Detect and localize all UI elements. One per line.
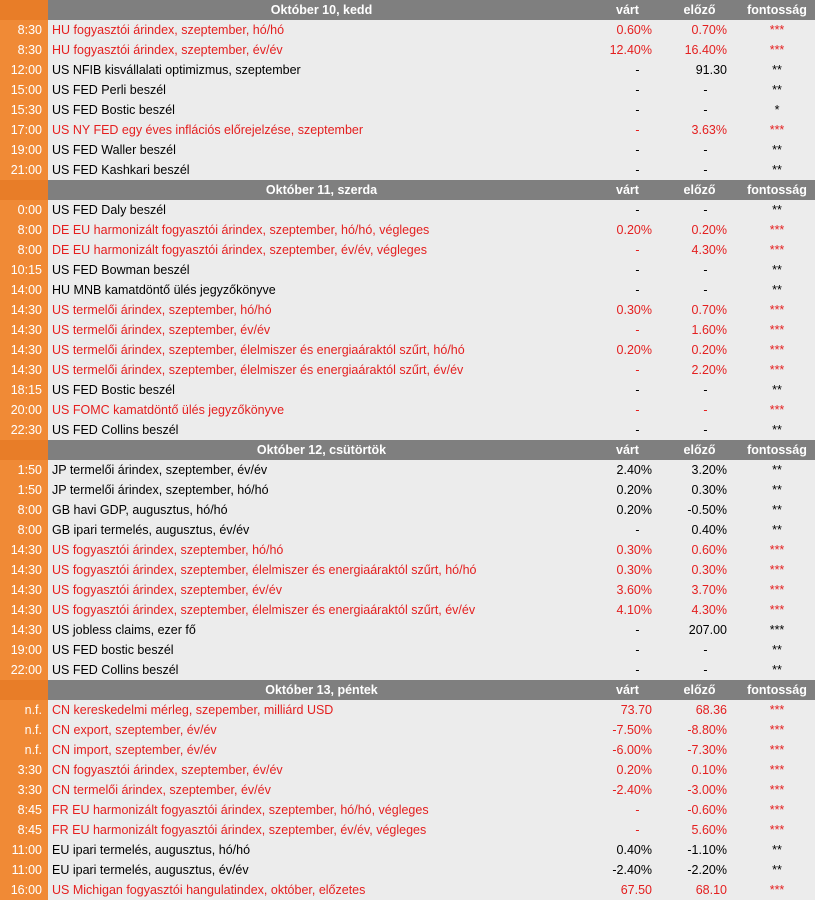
expected-value: - [595, 820, 660, 840]
expected-value: - [595, 320, 660, 340]
event-time: 14:30 [0, 300, 48, 320]
event-name: US FED Bowman beszél [48, 260, 595, 280]
event-name: US FED bostic beszél [48, 640, 595, 660]
expected-value: - [595, 260, 660, 280]
event-name: US FED Collins beszél [48, 420, 595, 440]
column-header-importance: fontosság [739, 0, 815, 20]
event-name: US FED Bostic beszél [48, 380, 595, 400]
day-header-title: Október 10, kedd [48, 0, 595, 20]
importance-rating: ** [739, 500, 815, 520]
expected-value: - [595, 380, 660, 400]
event-row [0, 360, 815, 380]
day-header-title: Október 12, csütörtök [48, 440, 595, 460]
event-time: 18:15 [0, 380, 48, 400]
event-name: CN kereskedelmi mérleg, szepember, milliárd USD [48, 700, 595, 720]
event-name: US FED Waller beszél [48, 140, 595, 160]
event-name: CN import, szeptember, év/év [48, 740, 595, 760]
previous-value: 91.30 [660, 60, 739, 80]
importance-rating: *** [739, 580, 815, 600]
previous-value: 0.60% [660, 540, 739, 560]
column-header-previous: előző [660, 0, 739, 20]
expected-value: 3.60% [595, 580, 660, 600]
event-row [0, 260, 815, 280]
day-header [0, 180, 815, 200]
expected-value: 0.40% [595, 840, 660, 860]
event-name: HU MNB kamatdöntő ülés jegyzőkönyve [48, 280, 595, 300]
column-header-expected: várt [595, 680, 660, 700]
previous-value: -3.00% [660, 780, 739, 800]
importance-rating: *** [739, 560, 815, 580]
event-name: US termelői árindex, szeptember, hó/hó [48, 300, 595, 320]
importance-rating: *** [739, 120, 815, 140]
event-time: 8:30 [0, 40, 48, 60]
previous-value: -0.60% [660, 800, 739, 820]
event-name: US FED Bostic beszél [48, 100, 595, 120]
expected-value: - [595, 140, 660, 160]
event-name: CN fogyasztói árindex, szeptember, év/év [48, 760, 595, 780]
expected-value: 0.20% [595, 760, 660, 780]
importance-rating: *** [739, 220, 815, 240]
event-time: 14:30 [0, 600, 48, 620]
event-row [0, 640, 815, 660]
expected-value: 0.20% [595, 340, 660, 360]
day-header-time-cell [0, 0, 48, 20]
importance-rating: ** [739, 840, 815, 860]
event-name: US fogyasztói árindex, szeptember, élelmiszer és energiaáraktól szűrt, hó/hó [48, 560, 595, 580]
expected-value: - [595, 400, 660, 420]
importance-rating: *** [739, 780, 815, 800]
event-time: 8:00 [0, 520, 48, 540]
previous-value: - [660, 140, 739, 160]
event-name: US termelői árindex, szeptember, élelmiszer és energiaáraktól szűrt, hó/hó [48, 340, 595, 360]
event-row [0, 560, 815, 580]
importance-rating: *** [739, 720, 815, 740]
event-time: 14:00 [0, 280, 48, 300]
event-name: US fogyasztói árindex, szeptember, élelmiszer és energiaáraktól szűrt, év/év [48, 600, 595, 620]
previous-value: 0.70% [660, 20, 739, 40]
event-name: GB havi GDP, augusztus, hó/hó [48, 500, 595, 520]
event-row [0, 60, 815, 80]
event-name: US termelői árindex, szeptember, élelmiszer és energiaáraktól szűrt, év/év [48, 360, 595, 380]
importance-rating: ** [739, 480, 815, 500]
importance-rating: *** [739, 600, 815, 620]
importance-rating: ** [739, 160, 815, 180]
event-time: 14:30 [0, 320, 48, 340]
event-row [0, 700, 815, 720]
event-row [0, 200, 815, 220]
previous-value: 0.30% [660, 560, 739, 580]
previous-value: 1.60% [660, 320, 739, 340]
importance-rating: ** [739, 260, 815, 280]
event-row [0, 500, 815, 520]
event-row [0, 840, 815, 860]
expected-value: - [595, 60, 660, 80]
event-row [0, 300, 815, 320]
previous-value: - [660, 660, 739, 680]
previous-value: 3.20% [660, 460, 739, 480]
event-name: JP termelői árindex, szeptember, hó/hó [48, 480, 595, 500]
event-time: 15:00 [0, 80, 48, 100]
event-row [0, 340, 815, 360]
expected-value: - [595, 620, 660, 640]
importance-rating: *** [739, 620, 815, 640]
event-time: 11:00 [0, 840, 48, 860]
event-name: US FED Daly beszél [48, 200, 595, 220]
event-row [0, 460, 815, 480]
event-row [0, 80, 815, 100]
importance-rating: ** [739, 200, 815, 220]
day-header [0, 680, 815, 700]
day-header-title: Október 13, péntek [48, 680, 595, 700]
previous-value: - [660, 420, 739, 440]
column-header-importance: fontosság [739, 680, 815, 700]
previous-value: -7.30% [660, 740, 739, 760]
importance-rating: ** [739, 80, 815, 100]
event-time: 16:00 [0, 880, 48, 900]
expected-value: -2.40% [595, 780, 660, 800]
day-header-title: Október 11, szerda [48, 180, 595, 200]
expected-value: 4.10% [595, 600, 660, 620]
event-time: 1:50 [0, 460, 48, 480]
column-header-previous: előző [660, 180, 739, 200]
expected-value: - [595, 800, 660, 820]
event-row [0, 400, 815, 420]
event-time: 20:00 [0, 400, 48, 420]
event-row [0, 740, 815, 760]
event-row [0, 100, 815, 120]
event-time: 8:00 [0, 500, 48, 520]
day-header [0, 440, 815, 460]
column-header-expected: várt [595, 440, 660, 460]
importance-rating: * [739, 100, 815, 120]
event-time: 15:30 [0, 100, 48, 120]
event-time: 3:30 [0, 780, 48, 800]
event-name: US termelői árindex, szeptember, év/év [48, 320, 595, 340]
importance-rating: ** [739, 460, 815, 480]
previous-value: -1.10% [660, 840, 739, 860]
event-row [0, 480, 815, 500]
event-row [0, 160, 815, 180]
expected-value: - [595, 80, 660, 100]
previous-value: 4.30% [660, 240, 739, 260]
event-row [0, 420, 815, 440]
event-row [0, 860, 815, 880]
event-time: 19:00 [0, 640, 48, 660]
importance-rating: ** [739, 520, 815, 540]
event-time: 14:30 [0, 360, 48, 380]
expected-value: - [595, 120, 660, 140]
previous-value: 16.40% [660, 40, 739, 60]
event-time: 8:45 [0, 800, 48, 820]
event-row [0, 720, 815, 740]
event-row [0, 620, 815, 640]
event-row [0, 240, 815, 260]
expected-value: - [595, 280, 660, 300]
previous-value: - [660, 200, 739, 220]
importance-rating: *** [739, 240, 815, 260]
importance-rating: *** [739, 20, 815, 40]
event-row [0, 280, 815, 300]
column-header-importance: fontosság [739, 180, 815, 200]
importance-rating: ** [739, 60, 815, 80]
importance-rating: *** [739, 800, 815, 820]
event-name: DE EU harmonizált fogyasztói árindex, szeptember, év/év, végleges [48, 240, 595, 260]
event-row [0, 600, 815, 620]
expected-value: - [595, 360, 660, 380]
expected-value: 0.30% [595, 540, 660, 560]
day-header-time-cell [0, 440, 48, 460]
expected-value: - [595, 200, 660, 220]
event-time: 22:00 [0, 660, 48, 680]
column-header-previous: előző [660, 440, 739, 460]
expected-value: 67.50 [595, 880, 660, 900]
expected-value: 0.20% [595, 500, 660, 520]
column-header-expected: várt [595, 0, 660, 20]
event-row [0, 140, 815, 160]
expected-value: - [595, 660, 660, 680]
importance-rating: *** [739, 760, 815, 780]
event-row [0, 520, 815, 540]
event-row [0, 540, 815, 560]
expected-value: 0.20% [595, 220, 660, 240]
importance-rating: *** [739, 400, 815, 420]
importance-rating: *** [739, 880, 815, 900]
expected-value: -6.00% [595, 740, 660, 760]
event-time: 12:00 [0, 60, 48, 80]
expected-value: 12.40% [595, 40, 660, 60]
event-name: GB ipari termelés, augusztus, év/év [48, 520, 595, 540]
event-name: FR EU harmonizált fogyasztói árindex, szeptember, év/év, végleges [48, 820, 595, 840]
event-name: HU fogyasztói árindex, szeptember, év/év [48, 40, 595, 60]
previous-value: -0.50% [660, 500, 739, 520]
event-name: US NY FED egy éves inflációs előrejelzése, szeptember [48, 120, 595, 140]
importance-rating: *** [739, 740, 815, 760]
previous-value: 3.70% [660, 580, 739, 600]
previous-value: - [660, 400, 739, 420]
importance-rating: ** [739, 140, 815, 160]
event-time: 8:45 [0, 820, 48, 840]
event-time: 22:30 [0, 420, 48, 440]
previous-value: 68.36 [660, 700, 739, 720]
event-time: 17:00 [0, 120, 48, 140]
importance-rating: ** [739, 380, 815, 400]
event-time: n.f. [0, 740, 48, 760]
previous-value: 4.30% [660, 600, 739, 620]
event-name: US fogyasztói árindex, szeptember, év/év [48, 580, 595, 600]
previous-value: 0.20% [660, 340, 739, 360]
previous-value: 207.00 [660, 620, 739, 640]
event-row [0, 760, 815, 780]
event-name: FR EU harmonizált fogyasztói árindex, szeptember, hó/hó, végleges [48, 800, 595, 820]
event-row [0, 800, 815, 820]
event-time: n.f. [0, 700, 48, 720]
column-header-expected: várt [595, 180, 660, 200]
day-header-time-cell [0, 680, 48, 700]
importance-rating: *** [739, 320, 815, 340]
previous-value: - [660, 260, 739, 280]
event-name: US NFIB kisvállalati optimizmus, szeptember [48, 60, 595, 80]
expected-value: - [595, 240, 660, 260]
previous-value: 2.20% [660, 360, 739, 380]
event-time: 14:30 [0, 340, 48, 360]
event-name: HU fogyasztói árindex, szeptember, hó/hó [48, 20, 595, 40]
event-name: US FED Perli beszél [48, 80, 595, 100]
event-row [0, 320, 815, 340]
event-time: 0:00 [0, 200, 48, 220]
event-row [0, 20, 815, 40]
event-name: CN export, szeptember, év/év [48, 720, 595, 740]
event-time: 8:00 [0, 220, 48, 240]
event-time: 19:00 [0, 140, 48, 160]
event-time: 8:30 [0, 20, 48, 40]
previous-value: - [660, 100, 739, 120]
previous-value: 0.20% [660, 220, 739, 240]
previous-value: 3.63% [660, 120, 739, 140]
event-time: 11:00 [0, 860, 48, 880]
event-row [0, 880, 815, 900]
previous-value: -2.20% [660, 860, 739, 880]
event-name: JP termelői árindex, szeptember, év/év [48, 460, 595, 480]
expected-value: - [595, 100, 660, 120]
event-row [0, 580, 815, 600]
column-header-previous: előző [660, 680, 739, 700]
importance-rating: *** [739, 360, 815, 380]
event-time: 1:50 [0, 480, 48, 500]
event-name: DE EU harmonizált fogyasztói árindex, szeptember, hó/hó, végleges [48, 220, 595, 240]
day-header [0, 0, 815, 20]
expected-value: 0.60% [595, 20, 660, 40]
expected-value: - [595, 520, 660, 540]
event-time: 14:30 [0, 620, 48, 640]
importance-rating: ** [739, 660, 815, 680]
event-name: US FED Collins beszél [48, 660, 595, 680]
importance-rating: ** [739, 420, 815, 440]
previous-value: - [660, 640, 739, 660]
importance-rating: *** [739, 300, 815, 320]
importance-rating: ** [739, 640, 815, 660]
event-name: US FED Kashkari beszél [48, 160, 595, 180]
expected-value: - [595, 160, 660, 180]
previous-value: - [660, 160, 739, 180]
event-time: 14:30 [0, 540, 48, 560]
previous-value: 0.30% [660, 480, 739, 500]
event-row [0, 660, 815, 680]
importance-rating: *** [739, 340, 815, 360]
event-row [0, 820, 815, 840]
expected-value: 0.20% [595, 480, 660, 500]
event-time: n.f. [0, 720, 48, 740]
event-row [0, 120, 815, 140]
event-name: US fogyasztói árindex, szeptember, hó/hó [48, 540, 595, 560]
previous-value: 5.60% [660, 820, 739, 840]
expected-value: -7.50% [595, 720, 660, 740]
event-time: 8:00 [0, 240, 48, 260]
event-time: 3:30 [0, 760, 48, 780]
event-name: US jobless claims, ezer fő [48, 620, 595, 640]
day-header-time-cell [0, 180, 48, 200]
previous-value: - [660, 380, 739, 400]
expected-value: 2.40% [595, 460, 660, 480]
importance-rating: ** [739, 280, 815, 300]
event-time: 14:30 [0, 580, 48, 600]
previous-value: 0.40% [660, 520, 739, 540]
previous-value: - [660, 280, 739, 300]
previous-value: - [660, 80, 739, 100]
expected-value: - [595, 420, 660, 440]
previous-value: 68.10 [660, 880, 739, 900]
importance-rating: *** [739, 820, 815, 840]
importance-rating: ** [739, 860, 815, 880]
event-row [0, 780, 815, 800]
event-row [0, 220, 815, 240]
event-time: 21:00 [0, 160, 48, 180]
expected-value: 73.70 [595, 700, 660, 720]
previous-value: -8.80% [660, 720, 739, 740]
event-name: CN termelői árindex, szeptember, év/év [48, 780, 595, 800]
expected-value: -2.40% [595, 860, 660, 880]
event-name: EU ipari termelés, augusztus, év/év [48, 860, 595, 880]
expected-value: - [595, 640, 660, 660]
event-name: US Michigan fogyasztói hangulatindex, október, előzetes [48, 880, 595, 900]
importance-rating: *** [739, 540, 815, 560]
importance-rating: *** [739, 700, 815, 720]
expected-value: 0.30% [595, 300, 660, 320]
event-name: EU ipari termelés, augusztus, hó/hó [48, 840, 595, 860]
event-row [0, 40, 815, 60]
previous-value: 0.10% [660, 760, 739, 780]
event-name: US FOMC kamatdöntő ülés jegyzőkönyve [48, 400, 595, 420]
column-header-importance: fontosság [739, 440, 815, 460]
expected-value: 0.30% [595, 560, 660, 580]
event-time: 14:30 [0, 560, 48, 580]
event-time: 10:15 [0, 260, 48, 280]
importance-rating: *** [739, 40, 815, 60]
event-row [0, 380, 815, 400]
previous-value: 0.70% [660, 300, 739, 320]
